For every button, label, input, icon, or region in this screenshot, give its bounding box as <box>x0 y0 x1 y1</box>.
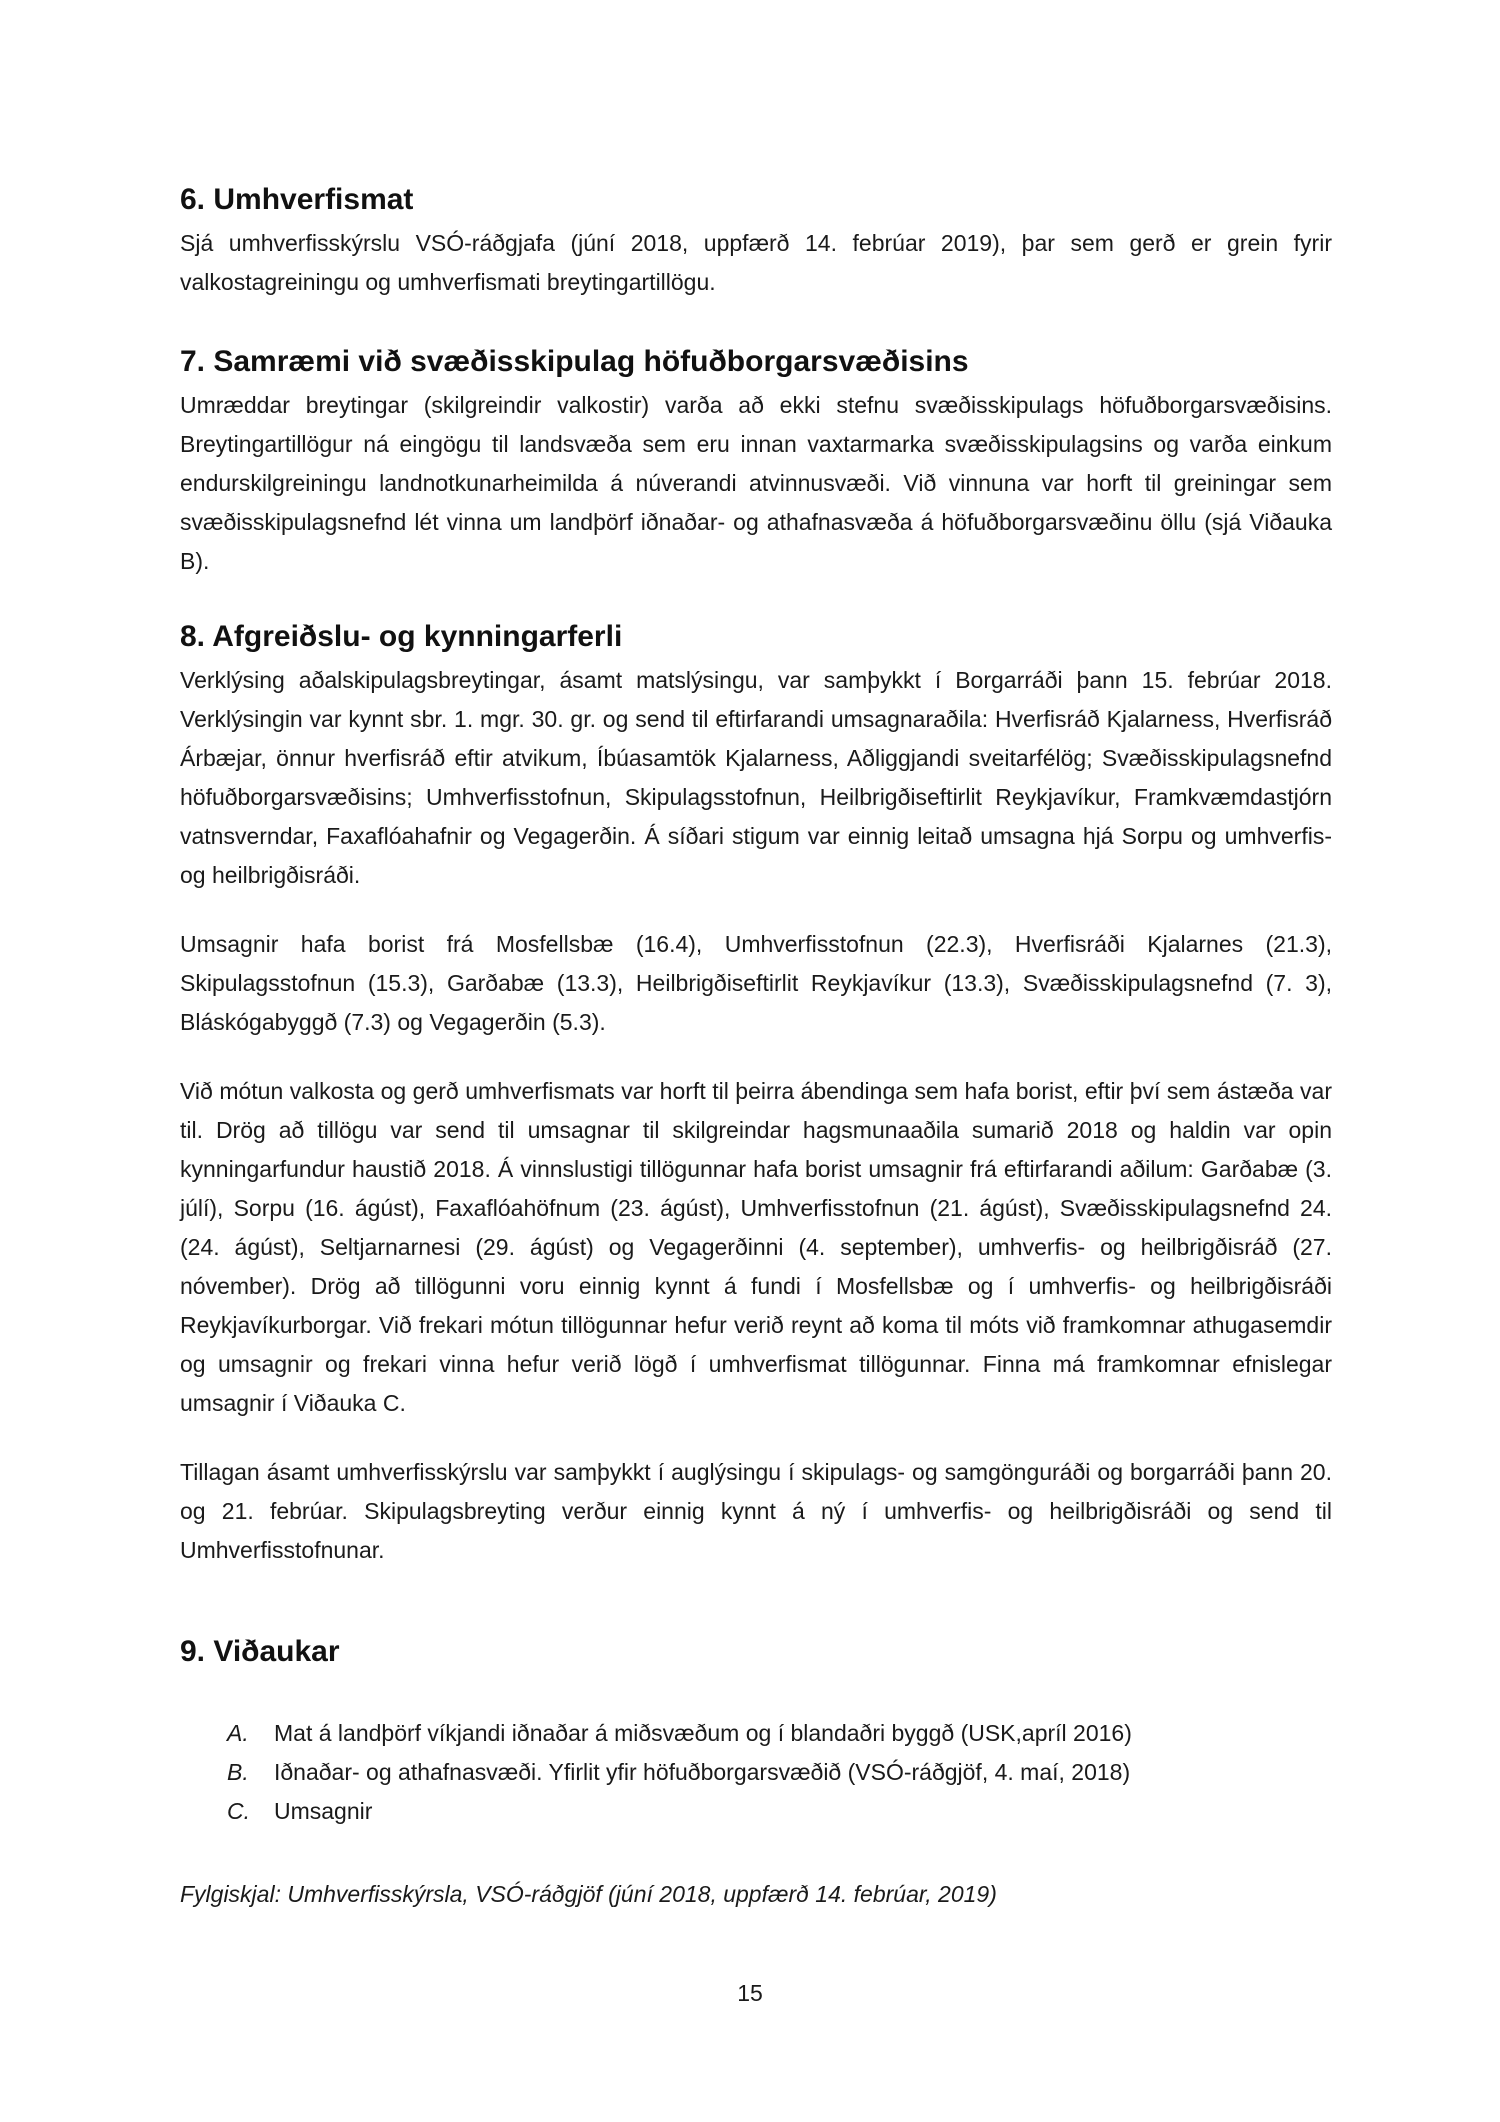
section-8-paragraph-2: Umsagnir hafa borist frá Mosfellsbæ (16.4), Umhverfisstofnun (22.3), Hverfisráði Kjalarnes (21.3), Skipulagsstofnun (15.3), Garðabæ (13.3), Heilbrigðiseftirlit Reykjavíkur (13.3), Svæðisskipulagsnefnd (7. 3), Bláskógabyggð (7.3) og Vegagerðin (5.3). <box>180 931 1332 1035</box>
section-body-6: Sjá umhverfisskýrslu VSÓ-ráðgjafa (júní 2018, uppfærð 14. febrúar 2019), þar sem gerð er grein fyrir valkostagreiningu og umhverfismati breytingartillögu. <box>180 230 1332 295</box>
section-regional-plan-consistency <box>180 342 1332 581</box>
appendix-item <box>227 1714 1332 1753</box>
appendix-letter: A. <box>227 1720 249 1746</box>
section-processing-and-consultation <box>180 617 1332 1570</box>
section-8-paragraph-3: Við mótun valkosta og gerð umhverfismats var horft til þeirra ábendinga sem hafa borist, eftir því sem ástæða var til. Drög að tillögu var send til umsagnar til skilgreindar hagsmunaaðila sumarið 2018 og haldin var opin kynningarfundur haustið 2018. Á vinnslustigi tillögunnar hafa borist umsagnir frá eftirfarandi aðilum: Garðabæ (3. júlí), Sorpu (16. ágúst), Faxaflóahöfnum (23. ágúst), Umhverfisstofnun (21. ágúst), Svæðisskipulagsnefnd 24. (24. ágúst), Seltjarnarnesi (29. ágúst) og Vegagerðinni (4. september), umhverfis- og heilbrigðisráð (27. nóvember). Drög að tillögunni voru einnig kynnt á fundi í Mosfellsbæ og í umhverfis- og heilbrigðisráði Reykjavíkurborgar. Við frekari mótun tillögunnar hefur verið reynt að koma til móts við framkomnar athugasemdir og umsagnir og frekari vinna hefur verið lögð í umhverfismat tillögunnar. Finna má framkomnar efnislegar umsagnir í Viðauka C. <box>180 1078 1332 1416</box>
section-environmental-assessment <box>180 180 1332 302</box>
section-heading-7: 7. Samræmi við svæðisskipulag höfuðborgarsvæðisins <box>180 345 969 378</box>
section-appendices <box>180 1632 1332 1831</box>
appendix-item <box>227 1753 1332 1792</box>
appendix-letter: C. <box>227 1798 250 1824</box>
section-8-paragraph-1: Verklýsing aðalskipulagsbreytingar, ásamt matslýsingu, var samþykkt í Borgarráði þann 15. febrúar 2018. Verklýsingin var kynnt sbr. 1. mgr. 30. gr. og send til eftirfarandi umsagnaraðila: Hverfisráð Kjalarness, Hverfisráð Árbæjar, önnur hverfisráð eftir atvikum, Íbúasamtök Kjalarness, Aðliggjandi sveitarfélög; Svæðisskipulagsnefnd höfuðborgarsvæðisins; Umhverfisstofnun, Skipulagsstofnun, Heilbrigðiseftirlit Reykjavíkur, Framkvæmdastjórn vatnsverndar, Faxaflóahafnir og Vegagerðin. Á síðari stigum var einnig leitað umsagna hjá Sorpu og umhverfis- og heilbrigðisráði. <box>180 667 1332 888</box>
section-heading-6: 6. Umhverfismat <box>180 183 414 216</box>
appendix-letter: B. <box>227 1759 249 1785</box>
section-8-paragraph-4: Tillagan ásamt umhverfisskýrslu var samþykkt í auglýsingu í skipulags- og samgönguráði og borgarráði þann 20. og 21. febrúar. Skipulagsbreyting verður einnig kynnt á ný í umhverfis- og heilbrigðisráði og send til Umhverfisstofnunar. <box>180 1459 1332 1563</box>
appendix-list <box>180 1714 1332 1831</box>
page-number: 15 <box>737 1980 763 2006</box>
appendix-item <box>227 1792 1332 1831</box>
appendix-title: Umsagnir <box>274 1798 373 1824</box>
section-heading-9: 9. Viðaukar <box>180 1635 340 1668</box>
section-heading-8: 8. Afgreiðslu- og kynningarferli <box>180 620 623 653</box>
section-body-7: Umræddar breytingar (skilgreindir valkostir) varða að ekki stefnu svæðisskipulags höfuðborgarsvæðisins. Breytingartillögur ná eingögu til landsvæða sem eru innan vaxtarmarka svæðisskipulagsins og varða einkum endurskilgreiningu landnotkunarheimilda á núverandi atvinnusvæði. Við vinnuna var horft til greiningar sem svæðisskipulagsnefnd lét vinna um landþörf iðnaðar- og athafnasvæða á höfuðborgarsvæðinu öllu (sjá Viðauka B). <box>180 392 1332 574</box>
appendix-title: Iðnaðar- og athafnasvæði. Yfirlit yfir höfuðborgarsvæðið (VSÓ-ráðgjöf, 4. maí, 2018) <box>274 1759 1131 1785</box>
attachment-note: Fylgiskjal: Umhverfisskýrsla, VSÓ-ráðgjöf (júní 2018, uppfærð 14. febrúar, 2019) <box>180 1881 997 1907</box>
appendix-title: Mat á landþörf víkjandi iðnaðar á miðsvæðum og í blandaðri byggð (USK,apríl 2016) <box>274 1720 1132 1746</box>
page-content <box>180 180 1332 1914</box>
